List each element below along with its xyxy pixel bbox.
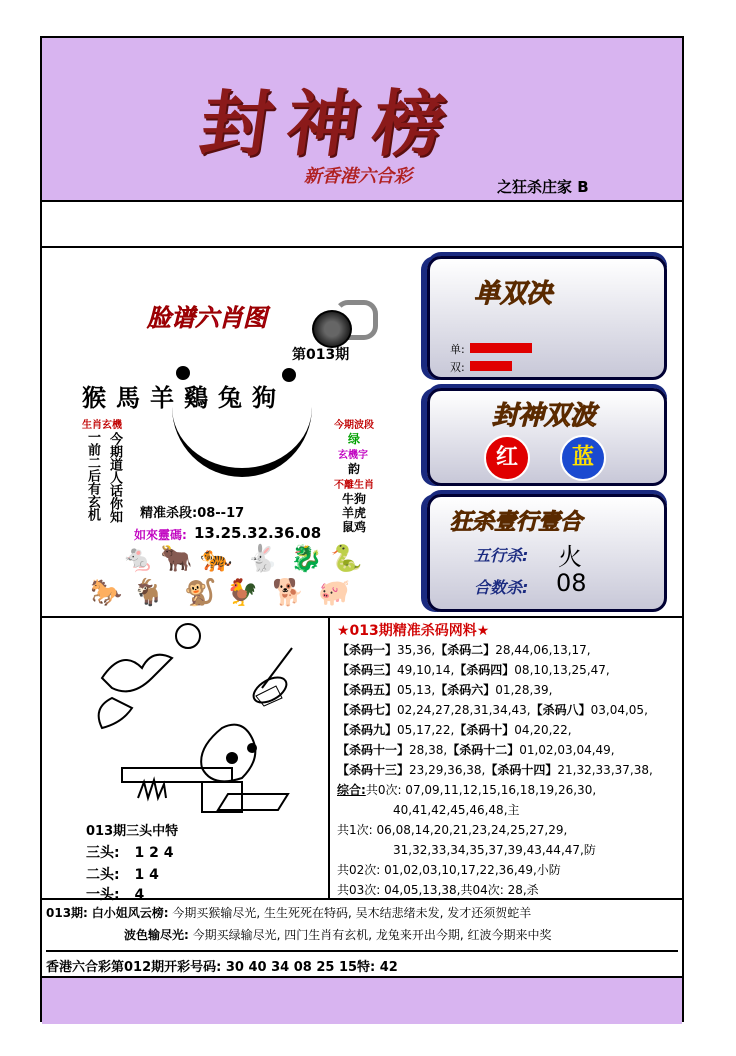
- even-bar: [470, 361, 512, 371]
- two-head-value: 1 4: [134, 867, 159, 883]
- kill-code-value: 03,04,05,: [590, 703, 648, 717]
- kill-code-key: 【杀码九】: [337, 723, 398, 737]
- kill-code-row: [337, 640, 682, 660]
- page-subtitle: 新香港六合彩: [304, 166, 412, 187]
- wave-label: 今期波段: [334, 420, 374, 431]
- dragon-icon: 🐉: [290, 544, 323, 574]
- face-smile-icon: [172, 398, 312, 477]
- odd-even-title: 单双决: [474, 279, 553, 309]
- sum-kill-value: 08: [556, 569, 587, 597]
- odd-bar: [470, 343, 532, 353]
- kill-code-row: [337, 720, 682, 740]
- odd-label: 单:: [450, 343, 465, 356]
- lock-icon: [312, 310, 352, 348]
- three-head-caption: 013期三头中特: [86, 824, 179, 839]
- bird-cat-net-illustration: [42, 618, 328, 818]
- kill-code-value: 28,44,06,13,17,: [495, 643, 591, 657]
- element-kill-value: 火: [558, 543, 582, 571]
- kill-code-key: 【杀码二】: [435, 643, 496, 657]
- page-title: 封神榜: [195, 81, 466, 166]
- three-head-row: [86, 842, 173, 862]
- kill-code-row: [337, 760, 682, 780]
- summary-line: 31,32,33,34,35,37,39,43,44,47,防: [393, 843, 596, 857]
- lower-section: [42, 618, 682, 903]
- pig-icon: 🐖: [318, 578, 351, 608]
- one-head-value: 4: [134, 887, 145, 903]
- mystic-char-value: 韵: [348, 462, 361, 476]
- kill-code-key: 【杀码一】: [337, 643, 398, 657]
- face-chart-title: 脸谱六肖图: [147, 304, 267, 332]
- three-head-value: 1 2 4: [134, 845, 174, 861]
- kill-codes-list: [337, 640, 682, 900]
- header-banner: [42, 38, 682, 202]
- rabbit-icon: 🐇: [246, 544, 279, 574]
- kill-code-key: 【杀码五】: [337, 683, 398, 697]
- blue-wave-text: 蓝: [571, 445, 594, 470]
- summary-row: [337, 880, 682, 900]
- red-wave-ball: [484, 435, 530, 481]
- kill-code-value: 05,13,: [397, 683, 436, 697]
- face-chart-issue: 第013期: [292, 347, 350, 363]
- inseparable-label: 不離生肖: [334, 480, 374, 491]
- ox-icon: 🐂: [160, 544, 193, 574]
- kill-code-value: 08,10,13,25,47,: [514, 663, 610, 677]
- kill-code-key: 【杀码三】: [337, 663, 398, 677]
- mystic-char-label: 玄機字: [338, 450, 368, 461]
- kill-code-key: 【杀码十一】: [337, 743, 410, 757]
- two-head-row: [86, 864, 159, 884]
- issue-label: 013期:: [46, 906, 88, 920]
- summary-line: 共1次: 06,08,14,20,21,23,24,25,27,29,: [337, 823, 568, 837]
- summary-line: 共03次: 04,05,13,38,共04次: 28,杀: [337, 883, 539, 897]
- kill-code-value: 02,24,27,28,31,34,43,: [397, 703, 531, 717]
- inseparable-value-3: 鼠鸡: [342, 520, 367, 534]
- wave-loss-label: 波色输尽光:: [124, 928, 189, 942]
- fengyun-label: 白小姐风云榜:: [91, 906, 169, 920]
- one-head-label: 一头:: [86, 887, 120, 903]
- left-column-1: 一前二后有玄机: [85, 430, 100, 521]
- goat-icon: 🐐: [132, 578, 165, 608]
- fengyun-text: 今期买猴输尽光, 生生死死在特码, 吴木结悲绪未发, 发才还须贺蛇羊: [172, 906, 532, 920]
- summary-line: 40,41,42,45,46,48,主: [393, 803, 520, 817]
- horse-icon: 🐎: [90, 578, 123, 608]
- draw-result: 香港六合彩第012期开彩号码: 30 40 34 08 25 15特: 42: [46, 950, 678, 975]
- kill-code-key: 【杀码十三】: [337, 763, 410, 777]
- summary-line: 共0次: 07,09,11,12,15,16,18,19,26,30,: [365, 783, 597, 797]
- monkey-icon: 🐒: [184, 578, 217, 608]
- sum-kill-label: 合数杀:: [474, 578, 529, 597]
- two-head-label: 二头:: [86, 867, 120, 883]
- snake-icon: 🐍: [330, 544, 363, 574]
- element-panel: [427, 494, 667, 612]
- middle-section: [42, 248, 682, 618]
- page-frame: [40, 36, 684, 1022]
- kill-code-key: 【杀码八】: [530, 703, 591, 717]
- red-wave-text: 红: [495, 445, 518, 470]
- left-column-2: 今期道人话你知: [107, 432, 122, 523]
- summary-row: [337, 840, 682, 860]
- kill-code-value: 35,36,: [397, 643, 436, 657]
- element-panel-title: 狂杀壹行壹合: [450, 510, 583, 535]
- summary-row: [337, 820, 682, 840]
- kill-code-key: 【杀码十二】: [447, 743, 520, 757]
- kill-code-value: 01,28,39,: [495, 683, 553, 697]
- double-wave-title: 封神双波: [492, 401, 597, 431]
- fengyun-line: [46, 904, 531, 921]
- summary-label: 综合:: [337, 783, 366, 797]
- wave-loss-text: 今期买绿输尽光, 四门生肖有玄机, 龙兔来开出今期, 红波今期来中奖: [192, 928, 552, 942]
- rat-icon: 🐁: [122, 544, 155, 574]
- kill-code-row: [337, 700, 682, 720]
- double-wave-panel: [427, 388, 667, 486]
- footer-banner: [42, 976, 682, 1024]
- left-label: 生肖玄機: [82, 420, 122, 431]
- kill-code-row: [337, 660, 682, 680]
- kill-code-key: 【杀码十】: [454, 723, 515, 737]
- inseparable-value-1: 牛狗: [342, 492, 367, 506]
- kill-code-value: 28,38,: [409, 743, 448, 757]
- wave-value: 绿: [348, 432, 361, 446]
- dog-icon: 🐕: [272, 578, 305, 608]
- ruqian-label: 如來靈碼:: [134, 528, 187, 542]
- blank-row: [42, 202, 682, 248]
- kill-code-value: 23,29,36,38,: [409, 763, 486, 777]
- six-zodiacs: 猴馬羊鷄兔狗: [82, 383, 286, 412]
- kill-code-value: 01,02,03,04,49,: [519, 743, 615, 757]
- inseparable-value-2: 羊虎: [342, 506, 367, 520]
- kill-code-key: 【杀码十四】: [485, 763, 558, 777]
- element-kill-label: 五行杀:: [474, 546, 529, 565]
- kill-codes-heading: ★013期精准杀码网料★: [337, 623, 490, 639]
- kill-code-value: 04,20,22,: [514, 723, 572, 737]
- even-label: 双:: [450, 361, 465, 374]
- kill-code-row: [337, 680, 682, 700]
- tiger-icon: 🐅: [200, 544, 233, 574]
- kill-code-key: 【杀码六】: [435, 683, 496, 697]
- one-head-row: [86, 884, 144, 904]
- author-label: 之狂杀庄家 B: [497, 178, 589, 196]
- kill-code-value: 05,17,22,: [397, 723, 455, 737]
- kill-segment: 精准杀段:08--17: [140, 506, 245, 521]
- illustration-panel: [42, 618, 330, 903]
- summary-row: [337, 800, 682, 820]
- kill-code-row: [337, 740, 682, 760]
- kill-code-value: 49,10,14,: [397, 663, 455, 677]
- summary-line: 共02次: 01,02,03,10,17,22,36,49,小防: [337, 863, 561, 877]
- blue-wave-ball: [560, 435, 606, 481]
- rooster-icon: 🐓: [226, 578, 259, 608]
- wave-loss-line: [124, 926, 552, 943]
- odd-even-panel: [427, 256, 667, 380]
- kill-code-key: 【杀码七】: [337, 703, 398, 717]
- kill-code-value: 21,32,33,37,38,: [557, 763, 653, 777]
- three-head-label: 三头:: [86, 845, 120, 861]
- kill-code-key: 【杀码四】: [454, 663, 515, 677]
- ruqian-value: 13.25.32.36.08: [194, 524, 322, 542]
- summary-row: [337, 780, 682, 800]
- summary-row: [337, 860, 682, 880]
